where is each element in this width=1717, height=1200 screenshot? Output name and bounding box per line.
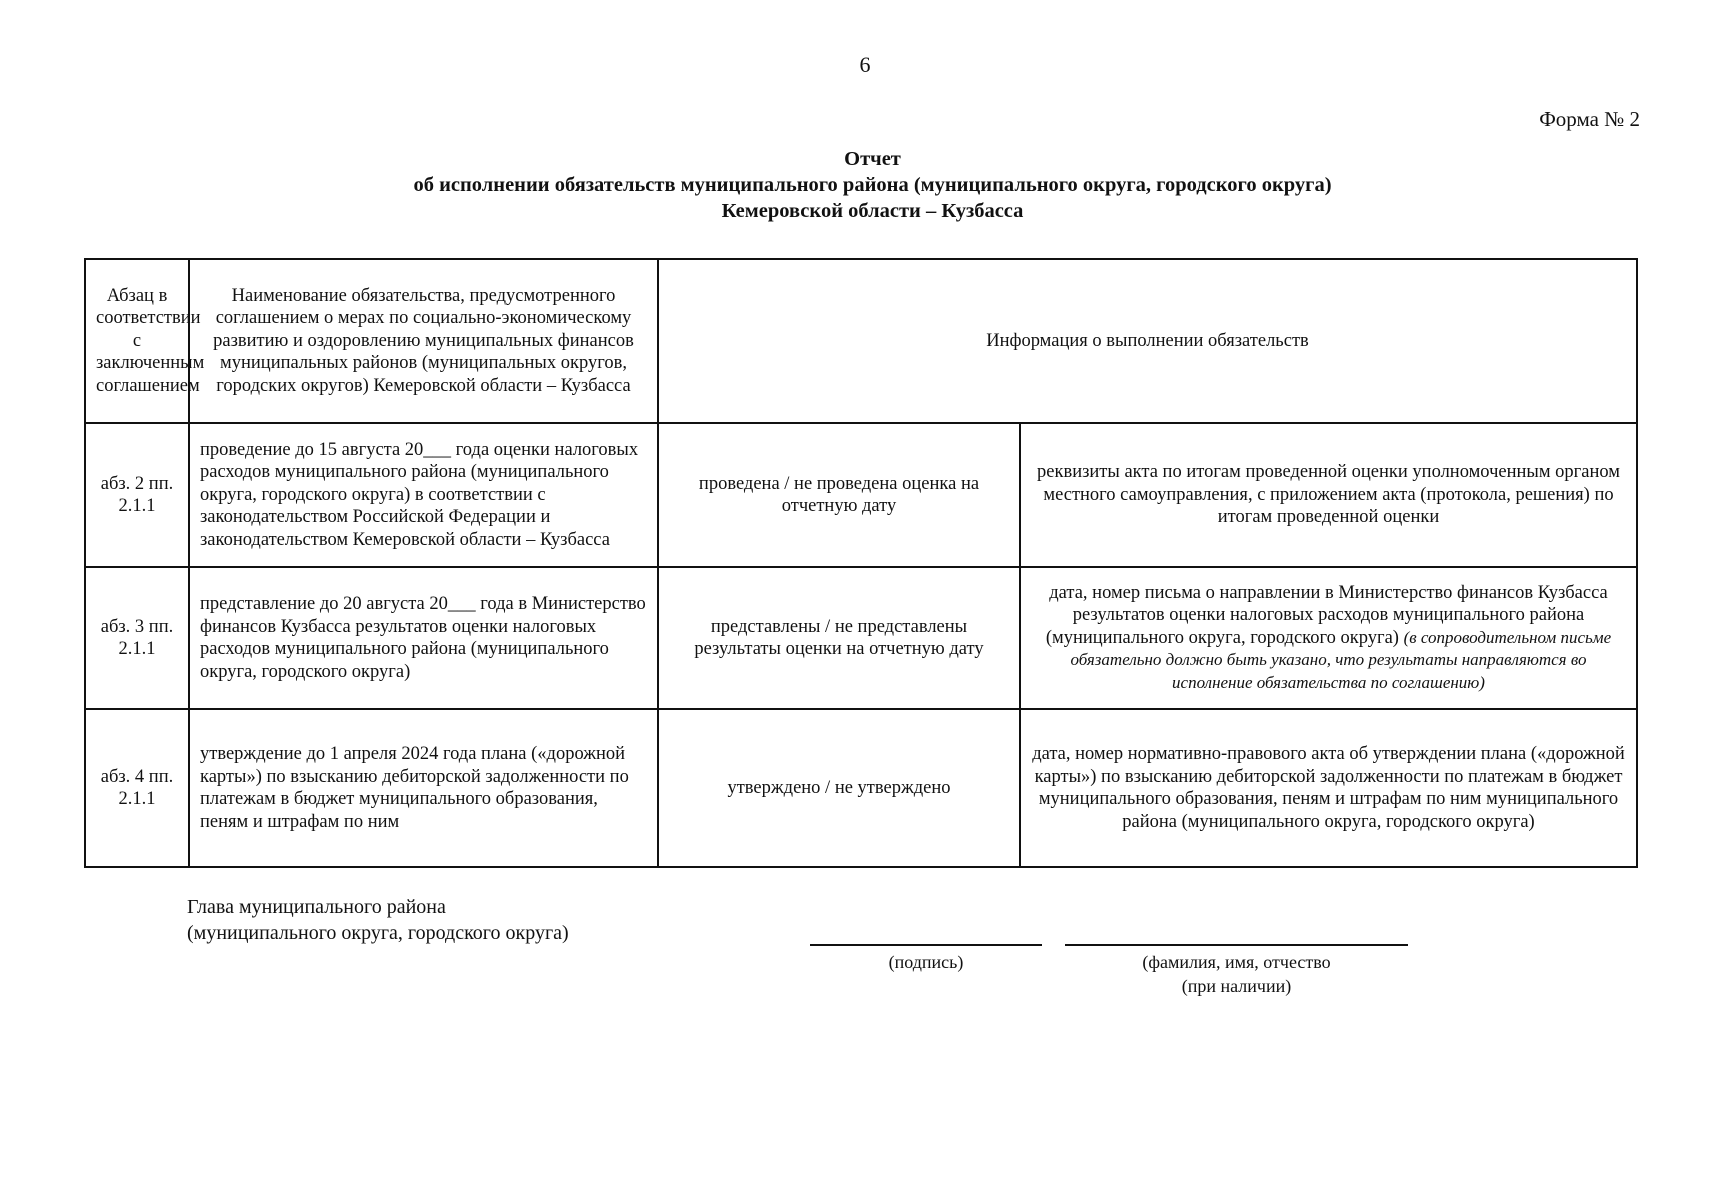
report-title-line-3: Кемеровской области – Кузбасса xyxy=(721,200,1024,222)
report-title xyxy=(0,146,1717,224)
signature-line xyxy=(810,944,1042,946)
obligations-table xyxy=(84,258,1638,868)
row-status-cell: утверждено / не утверждено xyxy=(658,709,1020,867)
row-status-cell: проведена / не проведена оценка на отчетную дату xyxy=(658,423,1020,567)
row-details-text: дата, номер письма о направлении в Министерство финансов Кузбасса результатов оценки налоговых расходов муниципального района (муниципального округа, городского округа) xyxy=(1045,582,1608,648)
row-details-cell xyxy=(1020,423,1637,567)
row-details-text: реквизиты акта по итогам проведенной оценки уполномоченным органом местного самоуправления, с приложением акта (протокола, решения) по итогам проведенной оценки xyxy=(1037,462,1620,528)
row-paragraph-cell: абз. 3 пп. 2.1.1 xyxy=(85,567,189,709)
row-obligation-cell: представление до 20 августа 20___ года в Министерство финансов Кузбасса результатов оценки налоговых расходов муниципального района (муниципального округа, городского округа) xyxy=(189,567,658,709)
signature-caption: (подпись) xyxy=(888,952,964,972)
row-details-note: (в сопроводительном письме обязательно должно быть указано, что результаты направляются во исполнение обязательства по соглашению) xyxy=(1070,627,1612,692)
row-obligation-cell: проведение до 15 августа 20___ года оценки налоговых расходов муниципального района (муниципального округа, городского округа) в соответствии с законодательством Российской Федерации и законодательством Кемеровской области – Кузбасса xyxy=(189,423,658,567)
row-status-cell: представлены / не представлены результаты оценки на отчетную дату xyxy=(658,567,1020,709)
full-name-caption xyxy=(1065,950,1408,998)
table-row xyxy=(85,567,1637,709)
full-name-caption-line-2: (при наличии) xyxy=(1181,976,1292,996)
page-number: 6 xyxy=(859,52,871,77)
row-details-text: дата, номер нормативно-правового акта об утверждении плана («дорожной карты») по взысканию дебиторской задолженности по платежам в бюджет муниципального образования, пеням и штрафам по ним муниципального района (муниципального округа, городского округа) xyxy=(1032,744,1625,832)
report-title-line-1: Отчет xyxy=(844,148,901,170)
table-row xyxy=(85,709,1637,867)
full-name-caption-line-1: (фамилия, имя, отчество xyxy=(1142,952,1331,972)
row-details-cell xyxy=(1020,709,1637,867)
signature-position-line-2: (муниципального округа, городского округа) xyxy=(187,922,569,944)
report-title-line-2: об исполнении обязательств муниципального района (муниципального округа, городского округа) xyxy=(413,174,1332,196)
row-paragraph-cell: абз. 2 пп. 2.1.1 xyxy=(85,423,189,567)
signature-position xyxy=(187,894,569,946)
header-info-cell: Информация о выполнении обязательств xyxy=(658,259,1637,423)
signature-position-line-1: Глава муниципального района xyxy=(187,896,446,918)
full-name-line xyxy=(1065,944,1408,946)
row-paragraph-cell: абз. 4 пп. 2.1.1 xyxy=(85,709,189,867)
table-row xyxy=(85,423,1637,567)
form-number-label: Форма № 2 xyxy=(1539,107,1640,131)
header-obligation-cell: Наименование обязательства, предусмотренного соглашением о мерах по социально-экономическому развитию и оздоровлению муниципальных финансов муниципальных районов (муниципальных округов, городских округов) Кемеровской области – Кузбасса xyxy=(189,259,658,423)
table-header-row xyxy=(85,259,1637,423)
header-paragraph-cell: Абзац в соответствии с заключенным соглашением xyxy=(85,259,189,423)
row-details-cell xyxy=(1020,567,1637,709)
row-obligation-cell: утверждение до 1 апреля 2024 года плана («дорожной карты») по взысканию дебиторской задолженности по платежам в бюджет муниципального образования, пеням и штрафам по ним xyxy=(189,709,658,867)
